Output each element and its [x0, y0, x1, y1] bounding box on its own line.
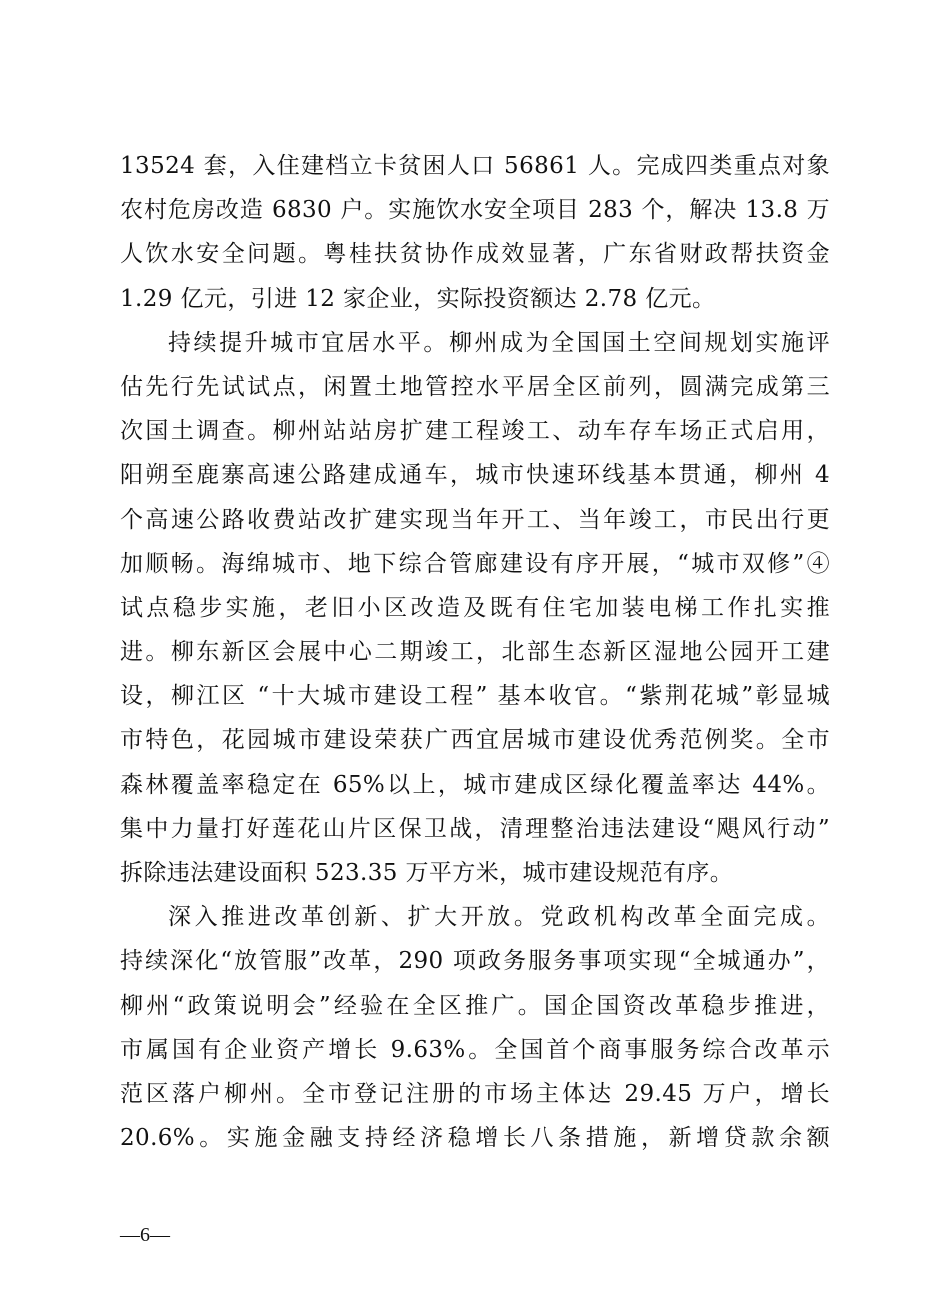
paragraph-reform-opening — [120, 895, 830, 1160]
text-line: 13524 套，入住建档立卡贫困人口 56861 人。完成四类重点对象 — [120, 153, 830, 179]
text-line: 市属国有企业资产增长 9.63%。全国首个商事服务综合改革示 — [120, 1036, 830, 1063]
text-line: 持续提升城市宜居水平。柳州成为全国国土空间规划实施评 — [168, 329, 830, 356]
text-line: 阳朔至鹿寨高速公路建成通车，城市快速环线基本贯通，柳州 4 — [120, 462, 830, 489]
text-line: 深入推进改革创新、扩大开放。党政机构改革全面完成。 — [168, 904, 830, 931]
text-line: 20.6%。实施金融支持经济稳增长八条措施，新增贷款余额 — [120, 1125, 830, 1152]
text-line: 柳州“政策说明会”经验在全区推广。国企国资改革稳步推进， — [120, 992, 830, 1019]
text-line: 持续深化“放管服”改革，290 项政务服务事项实现“全城通办”， — [120, 948, 830, 975]
text-line: 拆除违法建设面积 523.35 万平方米，城市建设规范有序。 — [120, 860, 734, 886]
text-line: 森林覆盖率稳定在 65%以上，城市建成区绿化覆盖率达 44%。 — [120, 771, 830, 798]
text-line: 试点稳步实施，老旧小区改造及既有住宅加装电梯工作扎实推 — [120, 594, 830, 621]
text-line: 个高速公路收费站改扩建实现当年开工、当年竣工，市民出行更 — [120, 506, 830, 533]
text-line: 集中力量打好莲花山片区保卫战，清理整治违法建设“飓风行动” — [120, 815, 830, 842]
text-line: 农村危房改造 6830 户。实施饮水安全项目 283 个，解决 13.8 万 — [120, 197, 830, 224]
paragraph-urban-livability — [120, 321, 830, 895]
paragraph-poverty-alleviation — [120, 144, 830, 321]
text-line: 1.29 亿元，引进 12 家企业，实际投资额达 2.78 亿元。 — [120, 285, 716, 312]
page-number: —6— — [120, 1224, 170, 1246]
text-line: 进。柳东新区会展中心二期竣工，北部生态新区湿地公园开工建 — [120, 639, 830, 666]
text-line: 范区落户柳州。全市登记注册的市场主体达 29.45 万户，增长 — [120, 1080, 830, 1107]
text-line: 设，柳江区 “十大城市建设工程” 基本收官。“紫荆花城”彰显城 — [120, 683, 830, 710]
body-text — [120, 144, 830, 1160]
text-line: 加顺畅。海绵城市、地下综合管廊建设有序开展，“城市双修”④ — [120, 550, 830, 577]
text-line: 市特色，花园城市建设荣获广西宜居城市建设优秀范例奖。全市 — [120, 727, 830, 754]
text-line: 次国土调查。柳州站站房扩建工程竣工、动车存车场正式启用， — [120, 418, 830, 445]
text-line: 人饮水安全问题。粤桂扶贫协作成效显著，广东省财政帮扶资金 — [120, 241, 830, 268]
text-line: 估先行先试试点，闲置土地管控水平居全区前列，圆满完成第三 — [120, 373, 830, 400]
